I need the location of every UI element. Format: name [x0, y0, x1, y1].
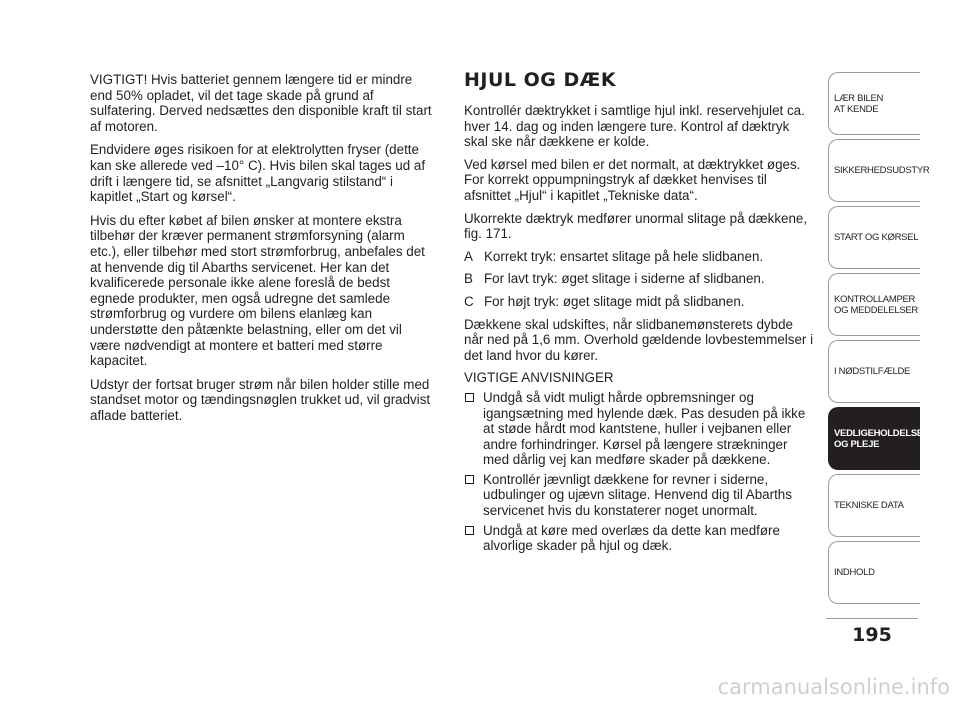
tab-label: START OG KØRSEL: [834, 232, 919, 243]
paragraph-battery-warning: VIGTIGT! Hvis batteriet gennem længere tid er mindre end 50% opladet, vil det tage skade på grund af sulfatering. Derved nedsættes den disponible kraft til start af motoren.: [90, 72, 432, 134]
bullet-text: Kontrollér jævnligt dækkene for revner i siderne, udbulinger og ujævn slitage. Henvend dig til Abarths servicenet hvis du konstaterer noget unormalt.: [483, 471, 792, 519]
checkbox-bullet-icon: [465, 475, 474, 484]
item-label: C: [464, 293, 474, 309]
bullet-text: Undgå så vidt muligt hårde opbremsninger og igangsætning med hylende dæk. Pas desuden på ikke at støde hårdt mod kantstene, huller i vejbanen eller andre forhindringer. Kørsel på længere strækninger med dårlig vej kan medføre skader på dækkene.: [483, 389, 806, 468]
bullet-item: [464, 472, 816, 519]
bullet-item: [464, 523, 816, 554]
item-label: A: [464, 248, 473, 264]
tab-laer-bilen-at-kende[interactable]: [828, 72, 920, 135]
tab-indhold[interactable]: [828, 541, 920, 604]
tab-label: TEKNISKE DATA: [834, 500, 904, 511]
tab-label: I NØDSTILFÆLDE: [834, 366, 911, 377]
tread-depth-paragraph: Dækkene skal udskiftes, når slidbanemønsterets dybde når ned på 1,6 mm. Overhold gældende lovbestemmelser i det land hvor du kører.: [464, 316, 814, 363]
tab-tekniske-data[interactable]: [828, 474, 920, 537]
tab-vedligeholdelse-og-pleje[interactable]: [828, 407, 923, 470]
checkbox-bullet-icon: [465, 526, 474, 535]
paragraph-freezing-risk: Endvidere øges risikoen for at elektrolytten fryser (dette kan ske allerede ved –10° C). Hvis bilen skal tages ud af drift i længere tid, se afsnittet „Langvarig stilstand“ i kapitlet „Start og kørsel“.: [90, 142, 426, 205]
checkbox-bullet-icon: [465, 393, 474, 402]
left-column: [90, 72, 435, 431]
paragraph-standby-drain: Udstyr der fortsat bruger strøm når bilen holder stille med standset motor og tændingsnøglen trukket ud, vil gradvist aflade batteriet.: [90, 376, 431, 423]
item-text: Korrekt tryk: ensartet slitage på hele slidbanen.: [484, 248, 764, 264]
tab-label: KONTROLLAMPER OG MEDDELELSER: [834, 293, 918, 316]
intro-paragraph: Kontrollér dæktrykket i samtlige hjul inkl. reservehjulet ca. hver 14. dag og inden længere ture. Kontrol af dæktryk skal ske når dækkene er kolde.: [464, 103, 805, 150]
wear-item-b: [464, 271, 816, 287]
item-text: For lavt tryk: øget slitage i siderne af slidbanen.: [484, 271, 765, 287]
right-column: [464, 69, 816, 558]
intro-paragraph: Ved kørsel med bilen er det normalt, at dæktrykket øges. For korrekt oppumpningstryk af dækket henvises til afsnittet „Hjul“ i kapitlet „Tekniske data“.: [464, 156, 801, 203]
item-label: B: [464, 271, 473, 287]
page-number-divider: [826, 618, 918, 619]
chapter-tabs: [828, 72, 930, 608]
bullet-text: Undgå at køre med overlæs da dette kan medføre alvorlige skader på hjul og dæk.: [483, 522, 780, 554]
wear-item-a: [464, 249, 816, 265]
tab-label: LÆR BILEN AT KENDE: [834, 92, 884, 115]
tab-label: SIKKERHEDSUDSTYR: [834, 165, 930, 176]
bullet-item: [464, 390, 816, 468]
page-number: 195: [852, 624, 892, 646]
tab-start-og-korsel[interactable]: [828, 206, 920, 269]
item-text: For højt tryk: øget slitage midt på slidbanen.: [484, 293, 745, 309]
section-heading: HJUL OG DÆK: [464, 69, 617, 91]
watermark: carmanualsonline.info: [717, 675, 950, 699]
wear-item-c: [464, 294, 816, 310]
intro-paragraph: Ukorrekte dæktryk medfører unormal slitage på dækkene, fig. 171.: [464, 210, 808, 242]
tab-label: INDHOLD: [834, 567, 875, 578]
tab-label: VEDLIGEHOLDELSE OG PLEJE: [834, 427, 923, 450]
tab-sikkerhedsudstyr[interactable]: [828, 139, 930, 202]
tab-kontrollamper[interactable]: [828, 273, 920, 336]
tab-i-nodstilfaelde[interactable]: [828, 340, 920, 403]
important-instructions-heading: VIGTIGE ANVISNINGER: [464, 370, 614, 386]
paragraph-accessories: Hvis du efter købet af bilen ønsker at montere ekstra tilbehør der kræver permanent strømforsyning (alarm etc.), eller tilbehør med stort strømforbrug, anbefales det at henvende dig til Abarths servicenet. Her kan det kvalificerede personale ikke alene foreslå de bedst egnede produkter, men også udregne det samlede strømforbrug og vurdere om bilens elanlæg kan understøtte den påtænkte belastning, eller om det vil være nødvendigt at montere et batteri med større kapacitet.: [90, 212, 425, 369]
